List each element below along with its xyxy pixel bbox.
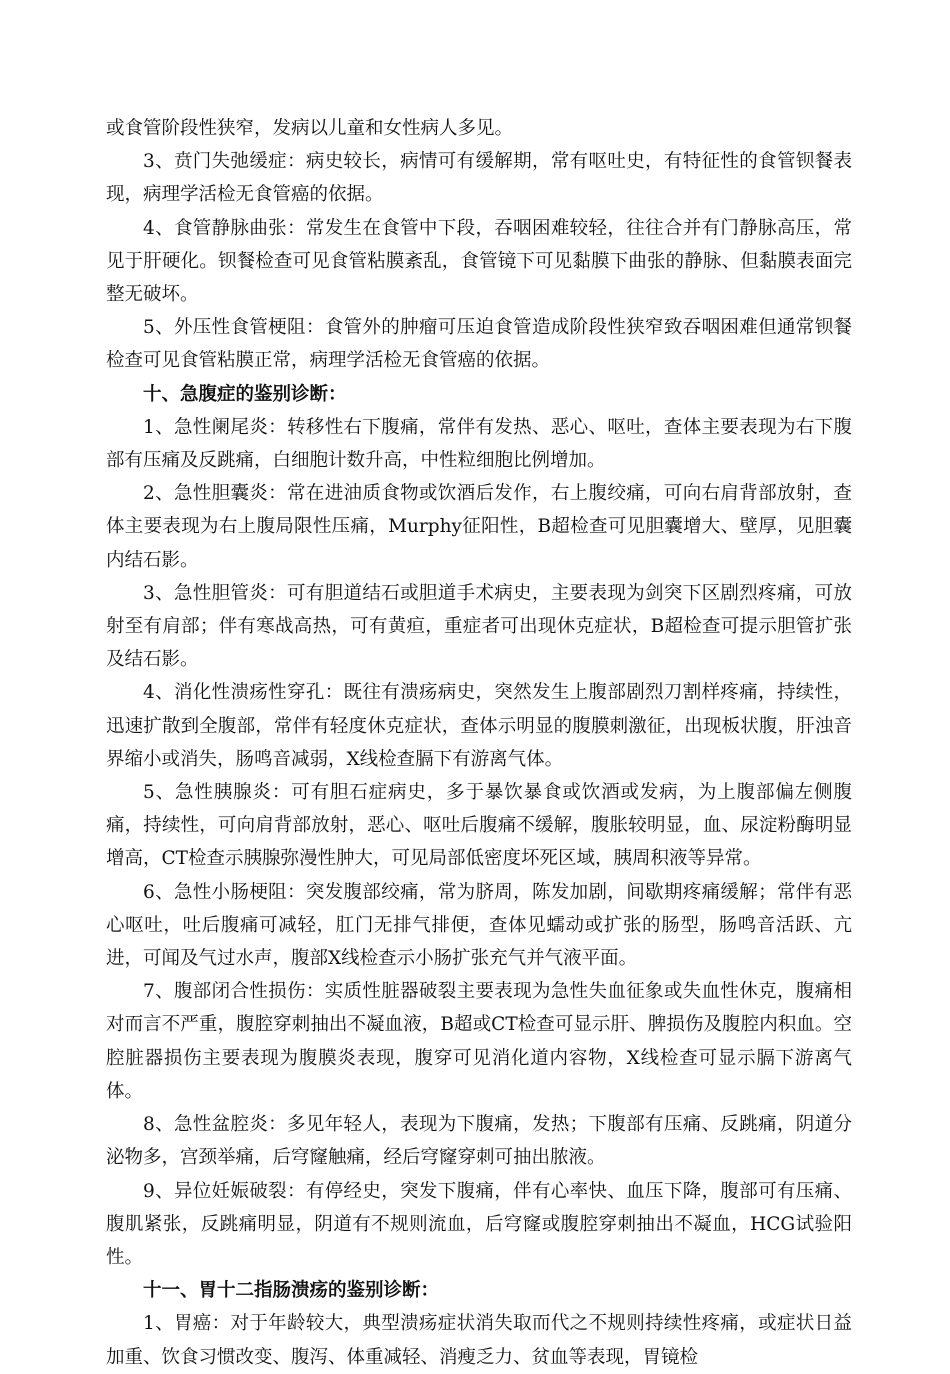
item-cholangitis: 3、急性胆管炎：可有胆道结石或胆道手术病史，主要表现为剑突下区剧烈疼痛，可放射至有肩部；伴有寒战高热，可有黄疸，重症者可出现休克症状，B超检查可提示胆管扩张及结石影。 xyxy=(106,582,852,671)
item-ectopic-pregnancy: 9、异位妊娠破裂：有停经史，突发下腹痛，伴有心率快、血压下降，腹部可有压痛、腹肌紧张，反跳痛明显，阴道有不规则流血，后穹窿或腹腔穿刺抽出不凝血，HCG试验阳性。 xyxy=(106,1180,852,1268)
item-achalasia: 3、贲门失弛缓症：病史较长，病情可有缓解期，常有呕吐史，有特征性的食管钡餐表现，病理学活检无食管癌的依据。 xyxy=(106,151,852,206)
item-cholecystitis: 2、急性胆囊炎：常在进油质食物或饮酒后发作，右上腹绞痛，可向右肩背部放射，查体主要表现为右上腹局限性压痛，Murphy征阳性，B超检查可见胆囊增大、壁厚，见胆囊内结石影。 xyxy=(106,483,852,571)
item-small-bowel-obstruction: 6、急性小肠梗阻：突发腹部绞痛，常为脐周，陈发加剧，间歇期疼痛缓解；常伴有恶心呕吐，吐后腹痛可减轻，肛门无排气排便，查体见蠕动或扩张的肠型，肠鸣音活跃、亢进，可闻及气过水声，腹部X线检查示小肠扩张充气并气液平面。 xyxy=(106,881,852,970)
item-appendicitis: 1、急性阑尾炎：转移性右下腹痛，常伴有发热、恶心、呕吐，查体主要表现为右下腹部有压痛及反跳痛，白细胞计数升高，中性粒细胞比例增加。 xyxy=(106,416,852,472)
item-pelvic-inflammation: 8、急性盆腔炎：多见年轻人，表现为下腹痛，发热；下腹部有压痛、反跳痛，阴道分泌物多，宫颈举痛，后穹窿触痛，经后穹窿穿刺可抽出脓液。 xyxy=(106,1114,852,1169)
paragraph-continuation: 或食管阶段性狭窄，发病以儿童和女性病人多见。 xyxy=(106,118,514,139)
item-ulcer-perforation: 4、消化性溃疡性穿孔：既往有溃疡病史，突然发生上腹部剧烈刀割样疼痛，持续性，迅速扩散到全腹部，常伴有轻度休克症状，查体示明显的腹膜刺激征，出现板状腹，肝浊音界缩小或消失，肠鸣音减弱，X线检查膈下有游离气体。 xyxy=(106,682,852,770)
item-pancreatitis: 5、急性胰腺炎：可有胆石症病史，多于暴饮暴食或饮酒或发病，为上腹部偏左侧腹痛，持续性，可向肩背部放射，恶心、呕吐后腹痛不缓解，腹胀较明显，血、尿淀粉酶明显增高，CT检查示胰腺弥漫性肿大，可见局部低密度坏死区域，胰周积液等异常。 xyxy=(106,782,852,870)
item-external-compression: 5、外压性食管梗阻：食管外的肿瘤可压迫食管造成阶段性狭窄致吞咽困难但通常钡餐检查可见食管粘膜正常，病理学活检无食管癌的依据。 xyxy=(106,317,852,372)
item-gastric-cancer: 1、胃癌：对于年龄较大，典型溃疡症状消失取而代之不规则持续性疼痛，或症状日益加重、饮食习惯改变、腹泻、体重减轻、消瘦乏力、贫血等表现，胃镜检 xyxy=(106,1313,852,1368)
section-heading-acute-abdomen: 十、急腹症的鉴别诊断： xyxy=(143,383,347,405)
section-heading-peptic-ulcer: 十一、胃十二指肠溃疡的鉴别诊断： xyxy=(143,1280,440,1302)
document-body xyxy=(106,112,852,1374)
item-esophageal-varices: 4、食管静脉曲张：常发生在食管中下段，吞咽困难较轻，往往合并有门静脉高压，常见于肝硬化。钡餐检查可见食管粘膜紊乱，食管镜下可见黏膜下曲张的静脉、但黏膜表面完整无破坏。 xyxy=(106,217,852,306)
item-abdominal-injury: 7、腹部闭合性损伤：实质性脏器破裂主要表现为急性失血征象或失血性休克，腹痛相对而言不严重，腹腔穿刺抽出不凝血液，B超或CT检查可显示肝、脾损伤及腹腔内积血。空腔脏器损伤主要表现为腹膜炎表现，腹穿可见消化道内容物，X线检查可显示膈下游离气体。 xyxy=(106,981,852,1102)
